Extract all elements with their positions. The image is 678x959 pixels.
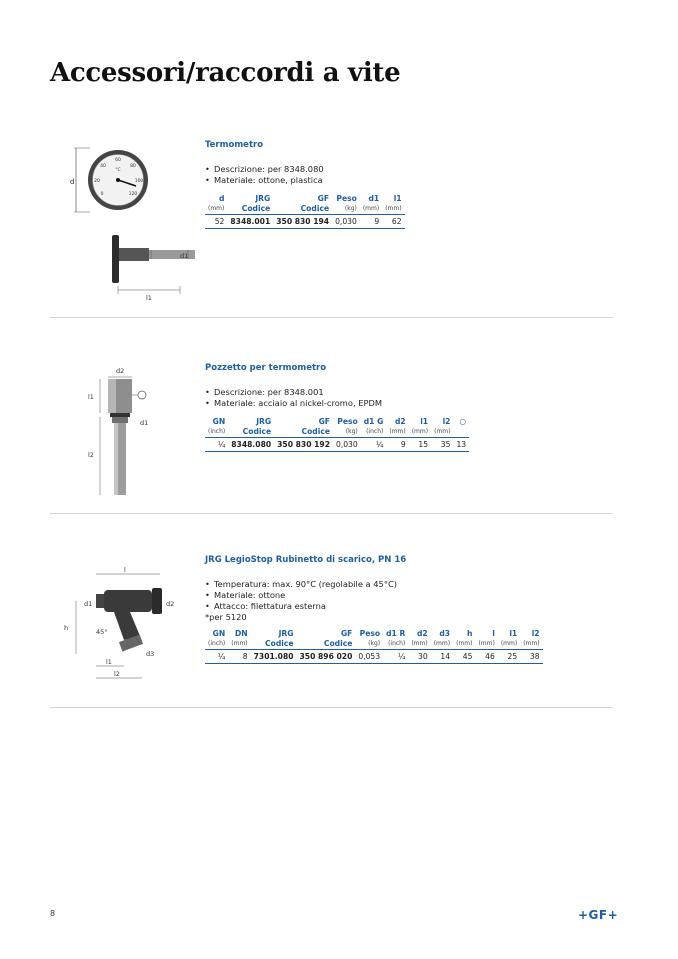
cell: 350 830 194 (273, 215, 332, 229)
dim-d3-label: d3 (146, 650, 155, 658)
table-row (205, 215, 405, 229)
cell: 30 (408, 650, 430, 664)
col-header: h (467, 629, 473, 638)
col-header: GN (212, 417, 226, 426)
col-header: l2 (442, 417, 451, 426)
bullet-item: • Materiale: ottone, plastica (205, 175, 405, 186)
dim-d-label: d (70, 178, 75, 186)
cell: 46 (475, 650, 497, 664)
col-header: d1 G (363, 417, 384, 426)
cell: 8348.001 (227, 215, 273, 229)
page-title: Accessori/raccordi a vite (50, 58, 401, 88)
col-header: JRG (256, 417, 272, 426)
section-divider (50, 317, 613, 318)
dim-d1-label: d1 (84, 600, 93, 608)
col-subheader: Codice (241, 204, 271, 213)
col-unit (453, 427, 469, 438)
cell: 7301.080 (251, 650, 297, 664)
col-header: d (218, 194, 225, 203)
col-header: l1 (393, 194, 402, 203)
cell: 9 (386, 438, 408, 452)
spec-table (205, 417, 469, 452)
dim-l1-label: l1 (146, 294, 152, 302)
cell: 8348.080 (228, 438, 274, 452)
col-header: GF (340, 629, 353, 638)
cell: 8 (228, 650, 250, 664)
dial-number: 80 (130, 164, 136, 169)
cell: 0,053 (355, 650, 383, 664)
col-unit: (mm) (389, 428, 406, 435)
spec-table (205, 194, 405, 229)
bullet-item: • Materiale: ottone (205, 590, 543, 601)
dim-l2-label: l2 (88, 451, 94, 459)
product-bullets (205, 579, 543, 612)
angle-label: 45° (96, 628, 108, 636)
col-unit: (kg) (345, 428, 358, 435)
col-subheader: Codice (265, 639, 294, 648)
col-unit: (mm) (433, 640, 451, 647)
product-section-termometro (50, 130, 613, 310)
product-title: Termometro (205, 140, 264, 150)
col-header: JRG (278, 629, 294, 638)
bullet-item: • Temperatura: max. 90°C (regolabile a 45°C) (205, 579, 543, 590)
cell: 0,030 (333, 438, 361, 452)
col-unit: (kg) (368, 640, 381, 647)
col-header: d1 (368, 194, 380, 203)
dial-number: 20 (94, 179, 100, 184)
col-header: d1 R (386, 629, 406, 638)
col-unit: (inch) (208, 640, 226, 647)
col-unit: (mm) (385, 205, 402, 212)
section-divider (50, 707, 613, 708)
col-header: d2 (394, 417, 406, 426)
col-header: Peso (337, 417, 358, 426)
col-unit: (mm) (208, 205, 225, 212)
dim-d2-label: d2 (116, 367, 125, 375)
product-content (205, 555, 543, 664)
product-bullets (205, 164, 405, 186)
col-unit: (mm) (411, 640, 428, 647)
dial-number: 0 (100, 192, 104, 197)
dial-unit: °C (115, 168, 121, 173)
cell: 14 (431, 650, 453, 664)
col-unit: (inch) (366, 428, 384, 435)
col-unit: (mm) (411, 428, 429, 435)
table-row (205, 650, 543, 664)
col-unit: (mm) (231, 640, 248, 647)
product-bullets (205, 387, 469, 409)
col-header: GN (212, 629, 226, 638)
cell: 52 (205, 215, 227, 229)
cell: ¼ (361, 438, 387, 452)
cell: ¼ (383, 650, 408, 664)
col-unit: (mm) (523, 640, 540, 647)
dial-number: 40 (100, 164, 106, 169)
dial-number: 120 (128, 192, 138, 197)
col-header: d3 (439, 629, 451, 638)
cell: 13 (453, 438, 469, 452)
cell: 38 (520, 650, 542, 664)
col-unit: (kg) (344, 205, 357, 212)
col-unit: (mm) (478, 640, 495, 647)
product-section-legiostop (50, 548, 613, 698)
bullet-item: • Descrizione: per 8348.001 (205, 387, 469, 398)
col-header: DN (234, 629, 248, 638)
gf-logo: +GF+ (578, 908, 619, 922)
cell: 62 (382, 215, 404, 229)
col-header: GF (317, 194, 330, 203)
dial-number: 100 (134, 179, 144, 184)
dim-l-label: l (124, 566, 126, 574)
table-row (205, 438, 469, 452)
col-unit: (mm) (456, 640, 473, 647)
col-header: d2 (416, 629, 428, 638)
cell: 25 (498, 650, 520, 664)
product-title: Pozzetto per termometro (205, 363, 327, 373)
bullet-item: • Materiale: acciaio al nickel-cromo, EPDM (205, 398, 469, 409)
page-number: 8 (50, 909, 56, 918)
drain-valve-drawing (62, 566, 192, 691)
cell: 35 (431, 438, 453, 452)
col-subheader: Codice (300, 204, 330, 213)
dim-h-label: h (64, 624, 69, 632)
bullet-item: • Attacco: filettatura esterna (205, 601, 543, 612)
col-header: l1 (420, 417, 429, 426)
col-unit: (inch) (208, 428, 226, 435)
col-subheader: Codice (301, 427, 330, 436)
cell: 15 (409, 438, 431, 452)
cell: 45 (453, 650, 475, 664)
dial-number: 60 (115, 158, 121, 163)
dim-d1-label: d1 (140, 419, 149, 427)
dim-d2-label: d2 (166, 600, 175, 608)
col-subheader: Codice (323, 639, 353, 648)
col-header: Peso (336, 194, 357, 203)
product-content (205, 363, 469, 452)
col-subheader: Codice (242, 427, 272, 436)
col-header: l1 (509, 629, 518, 638)
dim-l1-label: l1 (88, 393, 94, 401)
spec-table (205, 629, 543, 664)
hex-symbol-header: ○ (459, 417, 467, 426)
cell: 350 896 020 (297, 650, 356, 664)
col-header: Peso (359, 629, 381, 638)
col-unit: (mm) (362, 205, 380, 212)
dim-l2-label: l2 (114, 670, 120, 678)
cell: 350 830 192 (274, 438, 333, 452)
cell: ¼ (205, 650, 228, 664)
col-unit: (mm) (434, 428, 451, 435)
product-title: JRG LegioStop Rubinetto di scarico, PN 16 (205, 555, 407, 565)
dim-l1-label: l1 (106, 658, 112, 666)
col-unit: (inch) (388, 640, 406, 647)
thermowell-drawing (80, 365, 200, 505)
col-header: l2 (531, 629, 540, 638)
section-divider (50, 513, 613, 514)
col-header: GF (318, 417, 330, 426)
bullet-item: • Descrizione: per 8348.080 (205, 164, 405, 175)
cell: ¼ (205, 438, 228, 452)
product-content (205, 140, 405, 229)
product-section-pozzetto (50, 355, 613, 505)
col-unit: (mm) (500, 640, 518, 647)
cell: 9 (360, 215, 382, 229)
dim-d1-label: d1 (180, 252, 189, 260)
product-note: *per 5120 (205, 612, 247, 622)
thermometer-drawing (70, 140, 195, 310)
col-header: JRG (255, 194, 271, 203)
col-header: l (492, 629, 495, 638)
cell: 0,030 (332, 215, 360, 229)
